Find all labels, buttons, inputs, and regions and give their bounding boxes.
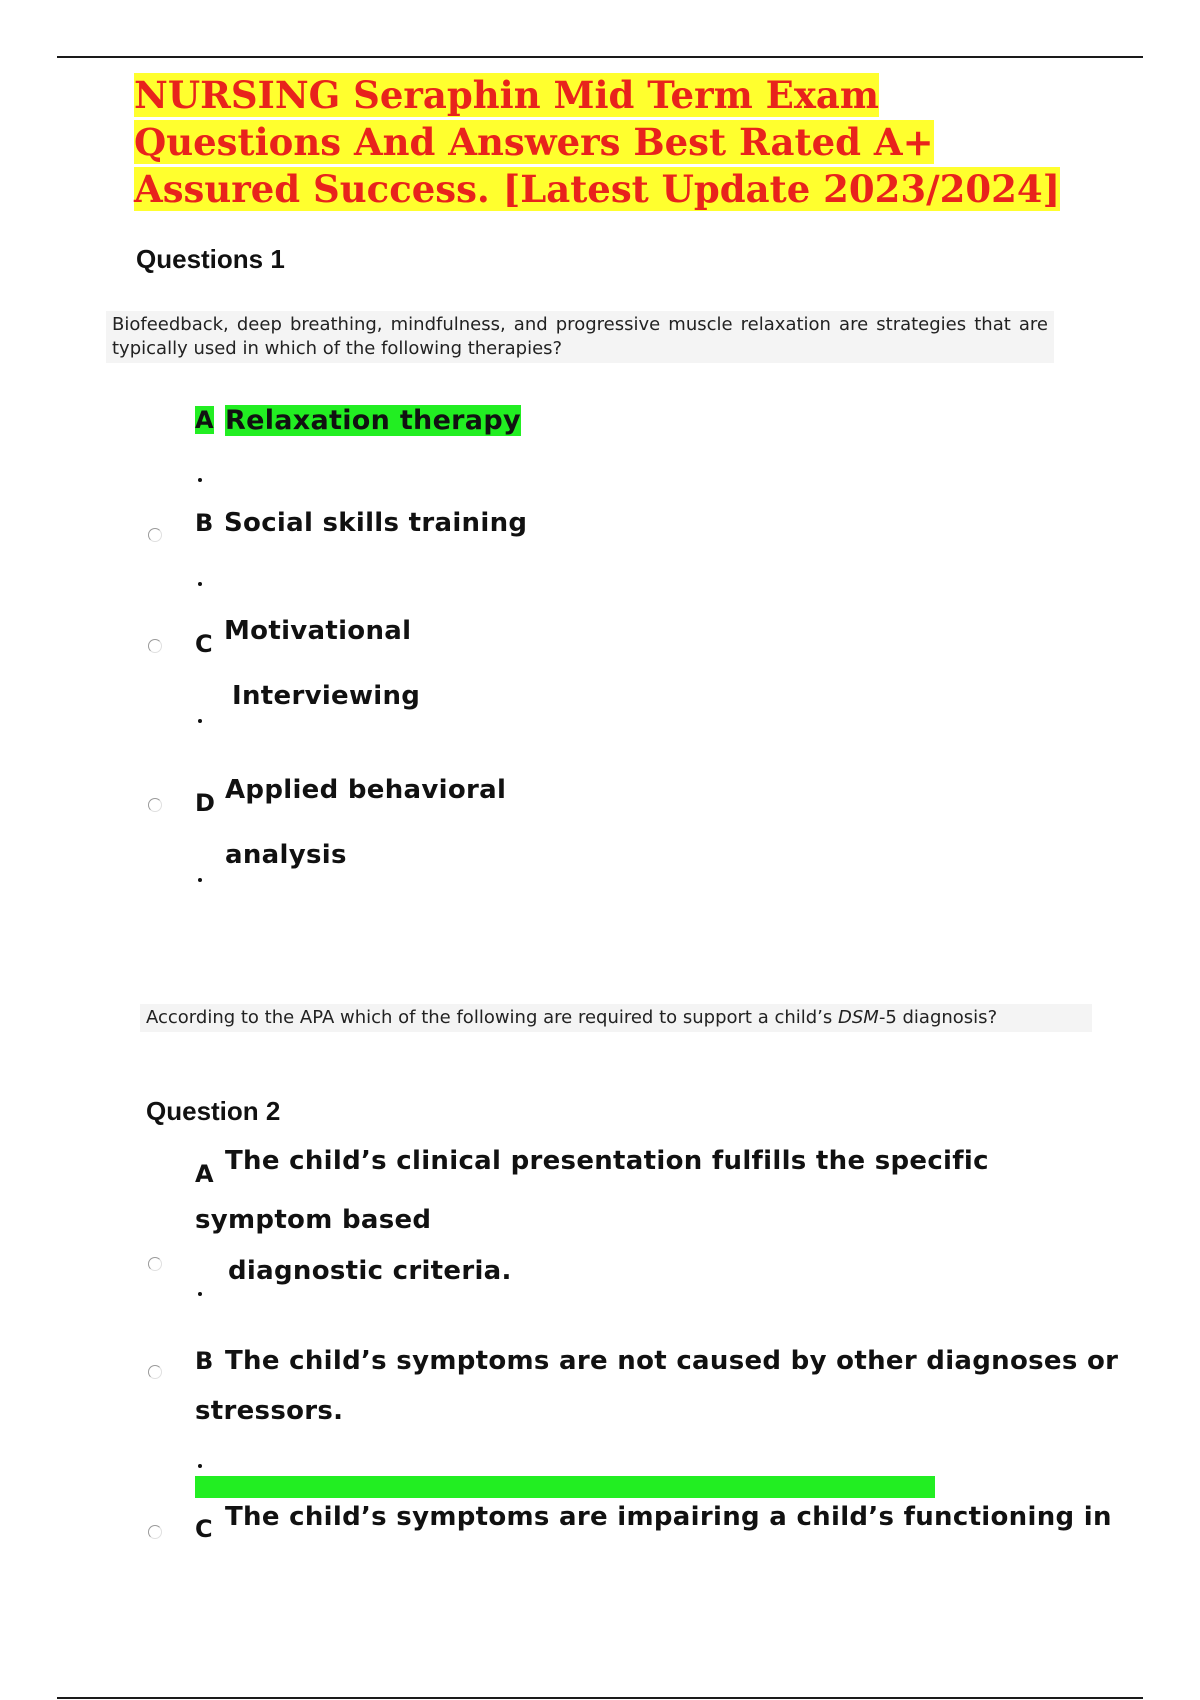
question-1-heading: Questions 1 [136, 244, 285, 274]
q1-option-a-letter: A [195, 406, 214, 434]
question-2-heading: Question 2 [146, 1096, 281, 1126]
q2-option-a-letter: A [195, 1160, 214, 1188]
bullet-dot [198, 1464, 202, 1468]
q1-option-d-text-line2: analysis [225, 840, 347, 870]
q2-option-b-radio[interactable] [148, 1365, 162, 1379]
q1-option-c-text-line1: Motivational [224, 616, 412, 646]
q2-option-a-radio[interactable] [148, 1257, 162, 1271]
q1-option-d-text-line1: Applied behavioral [225, 775, 507, 805]
q1-option-c-text-line2: Interviewing [232, 681, 421, 711]
bullet-dot [198, 878, 202, 882]
answer-highlight-bar [195, 1476, 935, 1498]
q1-option-d-letter: D [195, 789, 215, 817]
q1-option-b-radio[interactable] [148, 528, 162, 542]
q2-option-b-text-line1: The child’s symptoms are not caused by other diagnoses or [225, 1346, 1119, 1376]
dsm-italic: DSM- [838, 1007, 886, 1028]
document-title: NURSING Seraphin Mid Term Exam Questions And Answers Best Rated A+ Assured Success. [Latest Update 2023/2024] [134, 73, 1061, 211]
question-2-stem: According to the APA which of the following are required to support a child’s DSM-5 diagnosis? [140, 1004, 1092, 1032]
q1-option-c-radio[interactable] [148, 639, 162, 653]
bullet-dot [198, 719, 202, 723]
question-1-stem: Biofeedback, deep breathing, mindfulness, and progressive muscle relaxation are strategies that are typically used in which of the following therapies? [106, 311, 1054, 363]
q2-option-c-text-line1: The child’s symptoms are impairing a child’s functioning in [225, 1502, 1112, 1532]
q1-option-d-radio[interactable] [148, 798, 162, 812]
q1-option-c-letter: C [195, 630, 213, 658]
q2-option-a-text-line1: The child’s clinical presentation fulfills the specific [225, 1146, 989, 1176]
q1-option-b-letter: B [195, 509, 214, 537]
bullet-dot [198, 582, 202, 586]
bullet-dot [198, 1292, 202, 1296]
q2-option-b-text-line2: stressors. [195, 1396, 344, 1426]
bullet-dot [198, 478, 202, 482]
q2-option-c-radio[interactable] [148, 1525, 162, 1539]
q1-option-a-text: Relaxation therapy [225, 405, 521, 436]
q1-option-b-text: Social skills training [224, 508, 528, 538]
q2-option-a-text-line2: symptom based [195, 1205, 432, 1235]
bottom-rule [57, 1697, 1143, 1699]
q2-option-b-letter: B [195, 1347, 214, 1375]
q2-option-a-text-line3: diagnostic criteria. [228, 1256, 512, 1286]
q2-option-c-letter: C [195, 1515, 213, 1543]
top-rule [57, 56, 1143, 58]
